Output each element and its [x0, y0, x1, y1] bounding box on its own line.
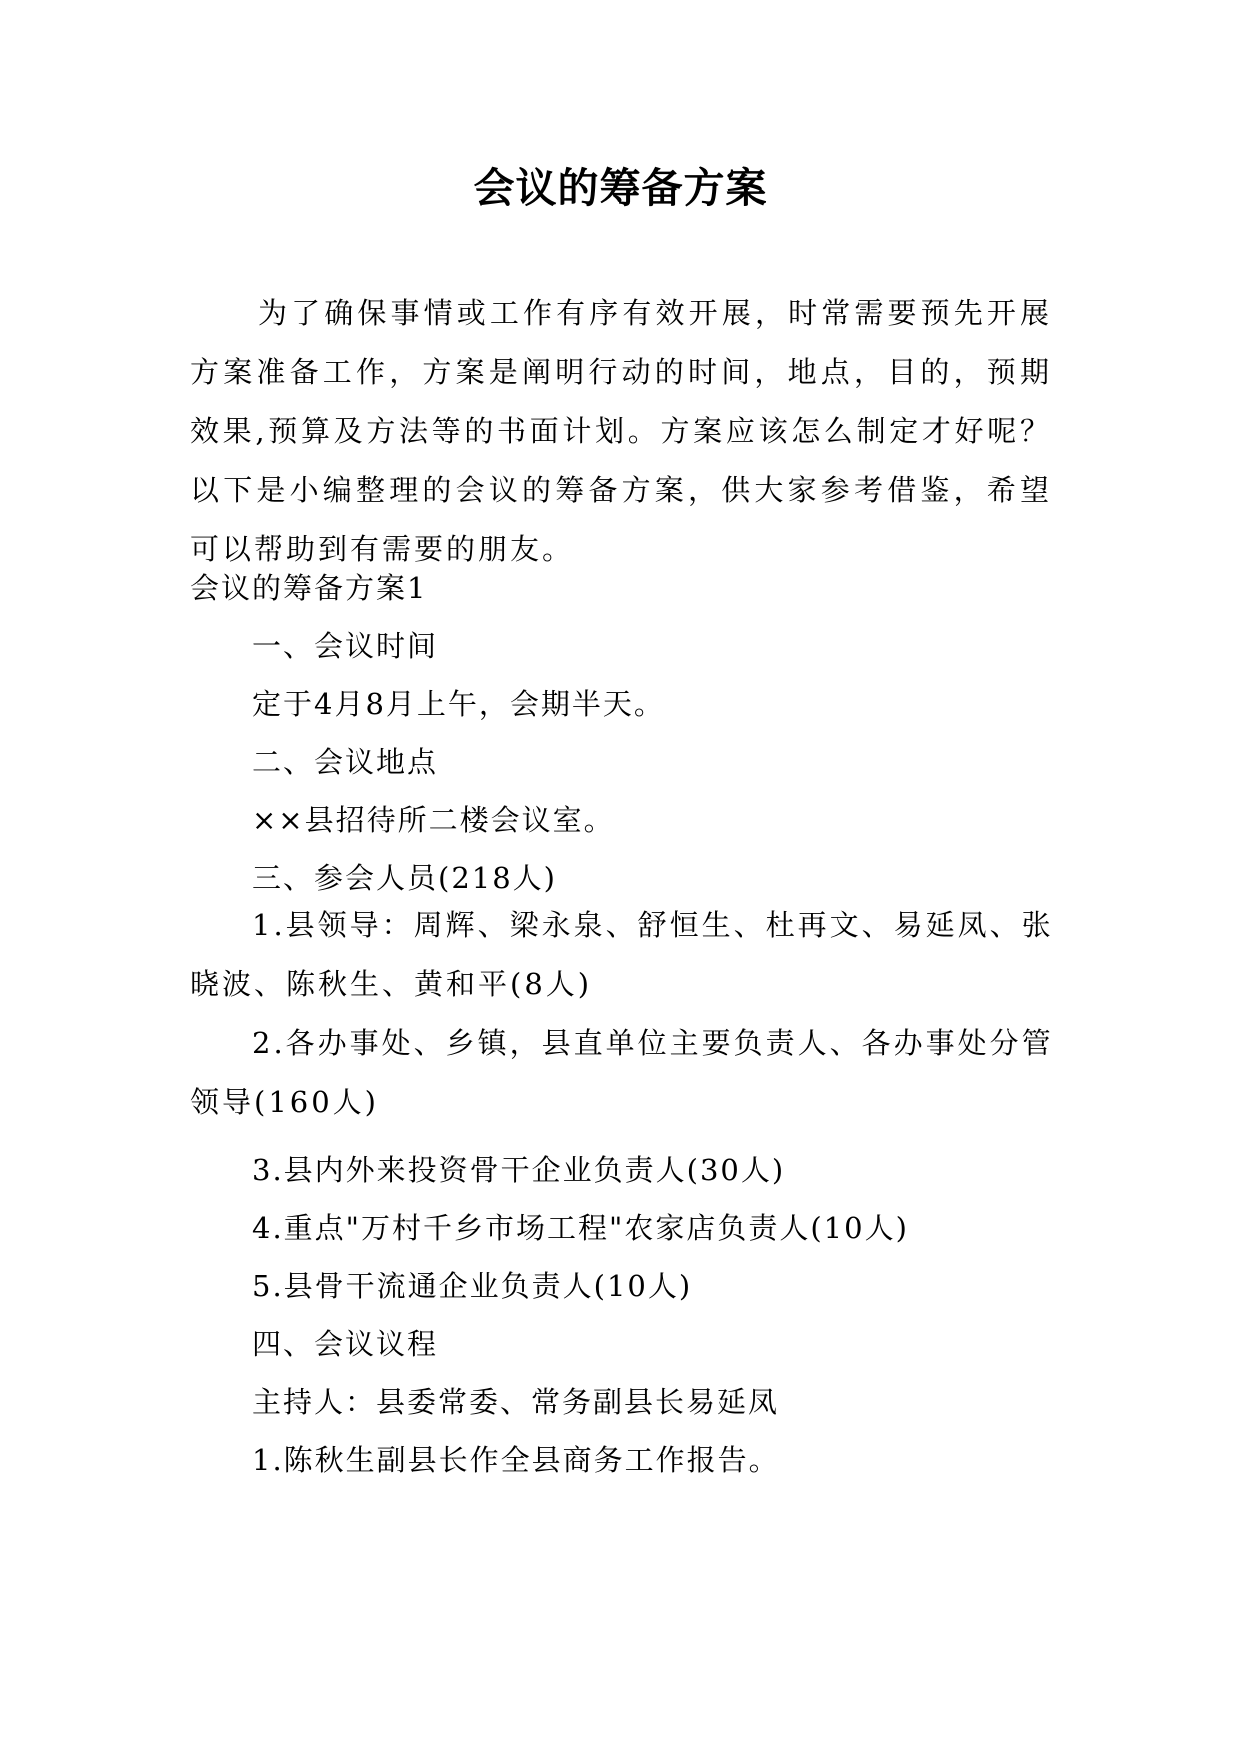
attendees-item-3: 3.县内外来投资骨干企业负责人(30人)	[252, 1153, 786, 1187]
agenda-host: 主持人：县委常委、常务副县长易延凤	[252, 1385, 780, 1419]
meeting-place-text: ××县招待所二楼会议室。	[252, 803, 615, 837]
section-heading: 会议的筹备方案1	[190, 571, 428, 605]
heading-meeting-time: 一、会议时间	[252, 629, 439, 663]
intro-paragraph: 为了确保事情或工作有序有效开展，时常需要预先开展方案准备工作，方案是阐明行动的时间，地点，目的，预期效果,预算及方法等的书面计划。方案应该怎么制定才好呢？以下是小编整理的会议的筹备方案，供大家参考借鉴，希望可以帮助到有需要的朋友。	[190, 296, 1052, 566]
heading-agenda: 四、会议议程	[252, 1327, 439, 1361]
attendees-item-1: 1.县领导：周辉、梁永泉、舒恒生、杜再文、易延凤、张晓波、陈秋生、黄和平(8人)	[190, 908, 1054, 1001]
meeting-time-text: 定于4月8月上午，会期半天。	[252, 687, 665, 721]
attendees-item-4: 4.重点"万村千乡市场工程"农家店负责人(10人)	[252, 1211, 909, 1245]
agenda-item-1: 1.陈秋生副县长作全县商务工作报告。	[252, 1443, 780, 1477]
attendees-item-5: 5.县骨干流通企业负责人(10人)	[252, 1269, 693, 1303]
attendees-item-2: 2.各办事处、乡镇，县直单位主要负责人、各办事处分管领导(160人)	[190, 1026, 1054, 1119]
heading-attendees: 三、参会人员(218人)	[252, 861, 557, 895]
document-title: 会议的筹备方案	[473, 164, 768, 212]
heading-meeting-place: 二、会议地点	[252, 745, 439, 779]
